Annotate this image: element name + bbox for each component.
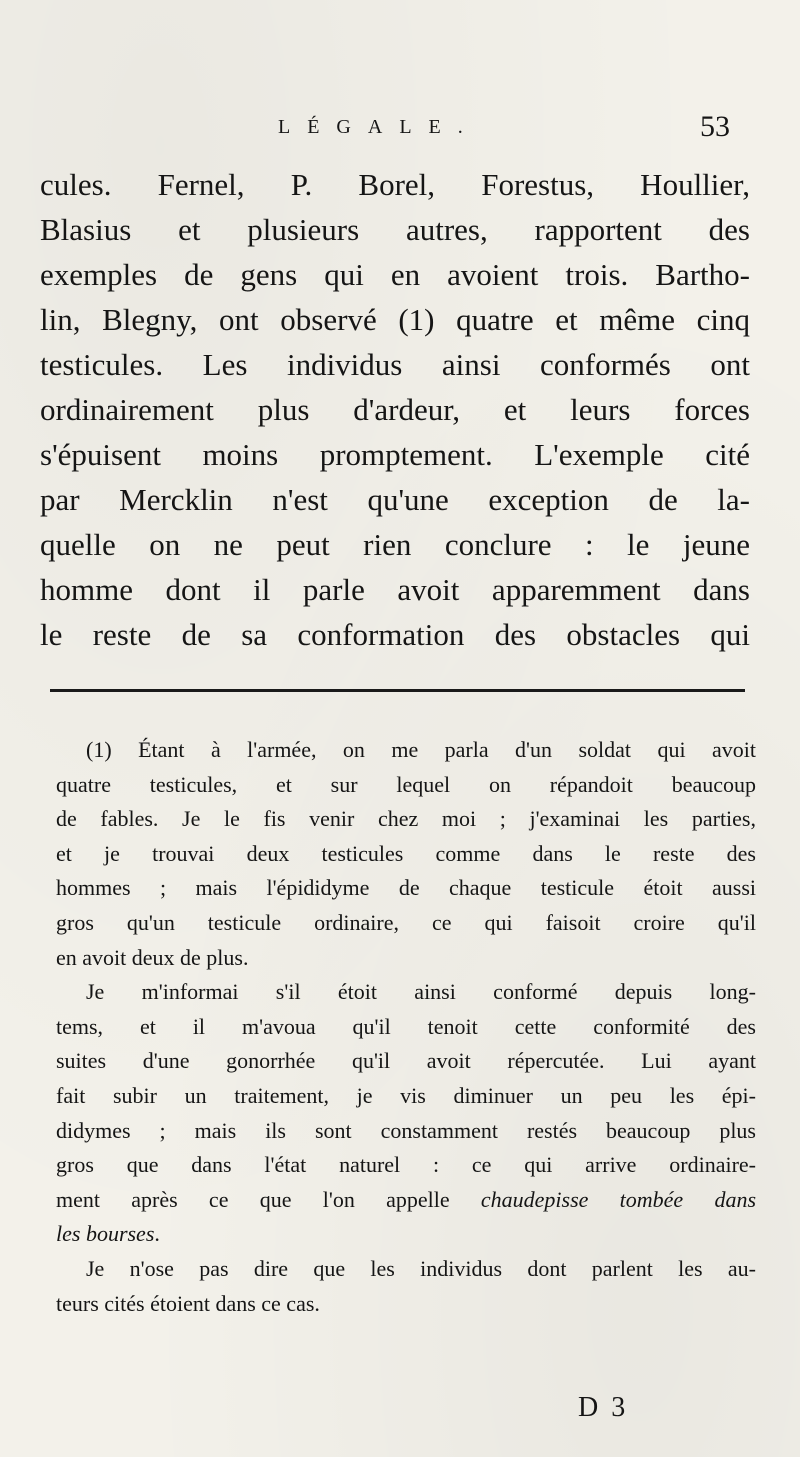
main-text-line: quelle on ne peut rien conclure : le jeune (40, 527, 750, 562)
footnote-line: suites d'une gonorrhée qu'il avoit répercutée. Lui ayant (56, 1048, 756, 1074)
footnote-line: tems, et il m'avoua qu'il tenoit cette conformité des (56, 1013, 756, 1039)
main-text-line: testicules. Les individus ainsi conformés ont (40, 347, 750, 382)
footnote-line: fait subir un traitement, je vis diminuer un peu les épi- (56, 1082, 756, 1108)
footnote-text: ment après ce que l'on appelle (56, 1186, 450, 1212)
main-text-line: homme dont il parle avoit apparemment dans (40, 572, 750, 607)
footnote-line: hommes ; mais l'épididyme de chaque testicule étoit aussi (56, 875, 756, 901)
main-text-line: par Mercklin n'est qu'une exception de la- (40, 482, 750, 517)
footnote-line: gros qu'un testicule ordinaire, ce qui faisoit croire qu'il (56, 909, 756, 935)
main-text-line: le reste de sa conformation des obstacles qui (40, 617, 750, 652)
footnote-line-italic (56, 1217, 756, 1252)
footnote-line: en avoit deux de plus. (56, 944, 249, 970)
italic-phrase: chaudepisse tombée dans (480, 1186, 756, 1212)
main-text-line: s'épuisent moins promptement. L'exemple cité (40, 437, 750, 472)
footnote-line: teurs cités étoient dans ce cas. (56, 1290, 320, 1316)
footnote-line: gros que dans l'état naturel : ce qui arrive ordinaire- (56, 1152, 756, 1178)
footnote-line: Je n'ose pas dire que les individus dont parlent les au- (86, 1255, 756, 1281)
running-head: LÉGALE. (278, 116, 480, 138)
footnote-line-with-italic (56, 1183, 756, 1218)
main-text-line: ordinairement plus d'ardeur, et leurs forces (40, 392, 750, 427)
footnote-period: . (154, 1221, 160, 1247)
page-header (0, 110, 800, 150)
footnote-line: quatre testicules, et sur lequel on répandoit beaucoup (56, 771, 756, 797)
italic-phrase: les bourses (56, 1221, 155, 1247)
main-text-line: exemples de gens qui en avoient trois. Bartho- (40, 257, 750, 292)
signature-mark: D 3 (578, 1392, 629, 1423)
main-text-line: lin, Blegny, ont observé (1) quatre et même cinq (40, 302, 750, 337)
footnote-line: (1) Étant à l'armée, on me parla d'un soldat qui avoit (86, 737, 756, 762)
page-number: 53 (700, 110, 730, 143)
footnote-line: et je trouvai deux testicules comme dans le reste des (56, 840, 756, 866)
main-text-line: cules. Fernel, P. Borel, Forestus, Houllier, (40, 167, 750, 202)
footnote-block (56, 733, 756, 1321)
footnote-line: de fables. Je le fis venir chez moi ; j'examinai les parties, (56, 806, 756, 832)
footnote-line: Je m'informai s'il étoit ainsi conformé depuis long- (86, 979, 756, 1005)
main-text-block (40, 162, 750, 657)
footnote-divider (50, 689, 745, 692)
main-text-line: Blasius et plusieurs autres, rapportent des (40, 212, 750, 247)
footnote-line: didymes ; mais ils sont constamment restés beaucoup plus (56, 1117, 756, 1143)
